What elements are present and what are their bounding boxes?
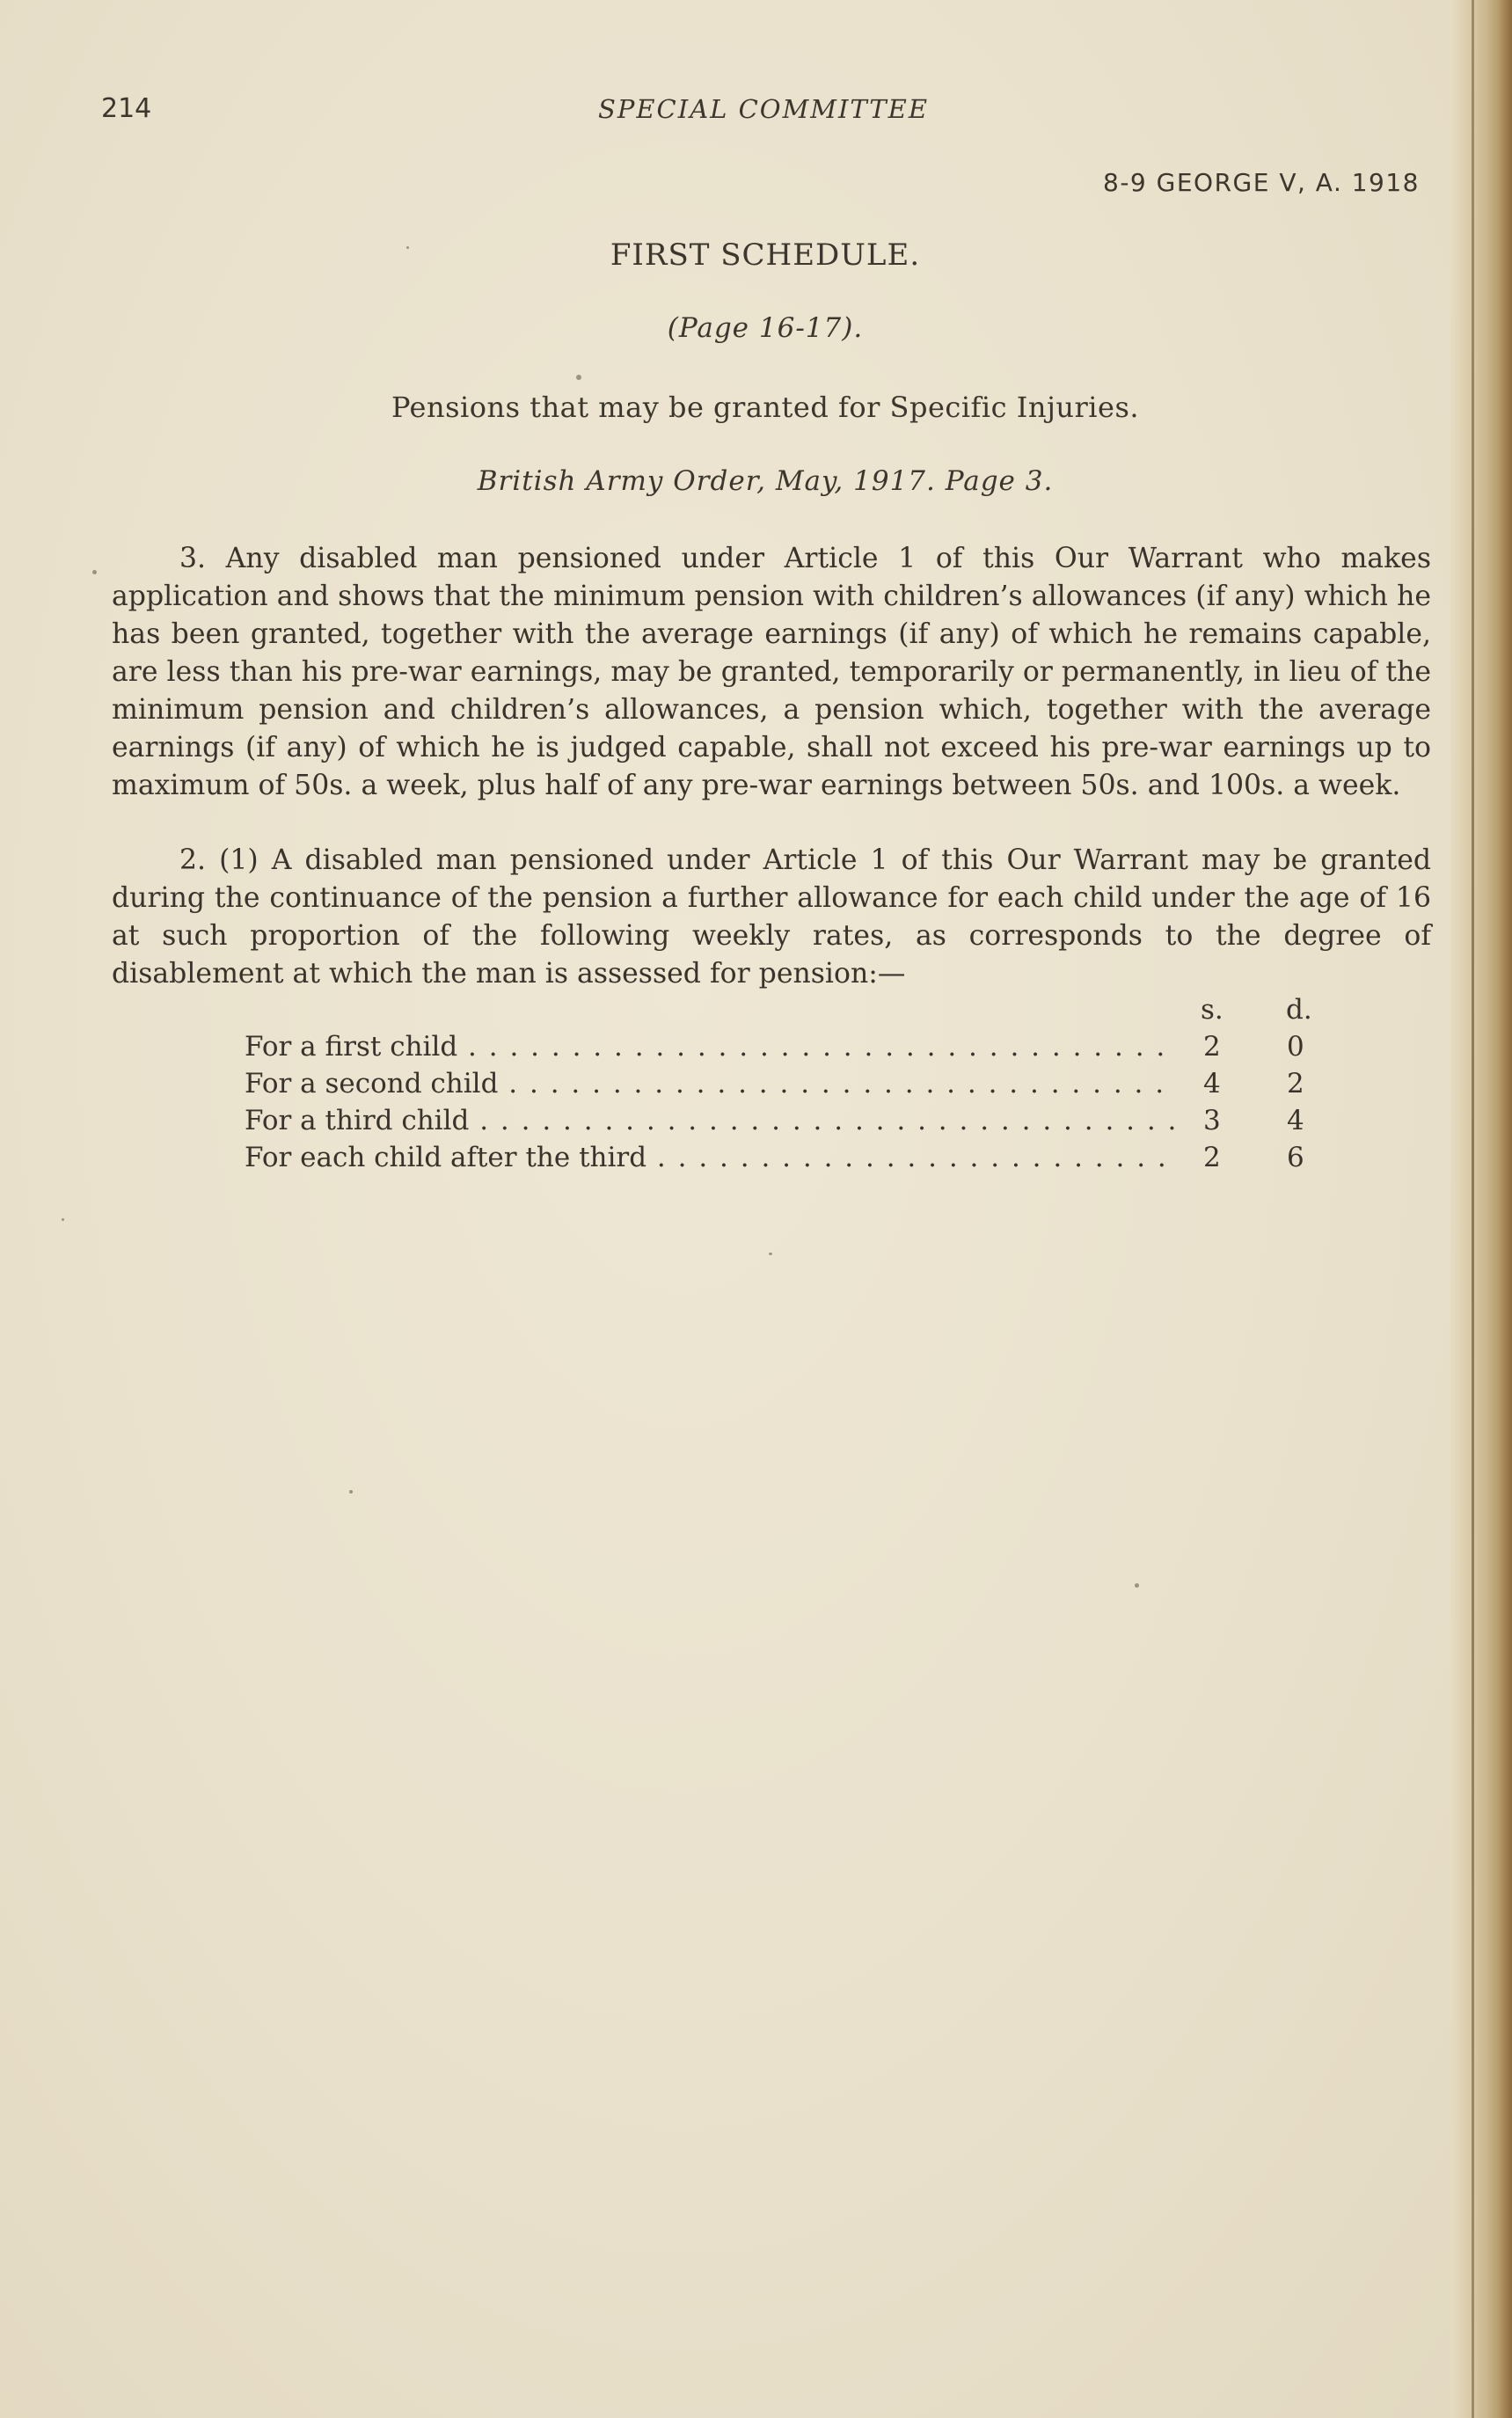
paper-speck: [406, 246, 409, 249]
rate-shillings: 2: [1203, 1142, 1221, 1173]
paper-speck: [769, 1253, 772, 1255]
page-number: 214: [101, 93, 152, 124]
rate-label: For a first child . . .: [245, 1031, 1177, 1063]
page-binding-edge: [1450, 0, 1512, 2418]
running-title: SPECIAL COMMITTEE: [598, 94, 929, 124]
schedule-subtitle: Pensions that may be granted for Specific Injuries.: [391, 391, 1140, 424]
paragraph-article-2: [112, 842, 1431, 993]
rate-shillings: 3: [1203, 1105, 1221, 1136]
binding-line: [1472, 0, 1474, 2418]
shillings-column-header: s.: [1201, 994, 1223, 1026]
paper-speck: [576, 375, 581, 380]
rate-pence: 0: [1287, 1031, 1304, 1063]
paragraph-text: 2. (1) A disabled man pensioned under Article 1 of this Our Warrant may be granted during the continuance of the pension a further allowance for each child under the age of 16 at such proportion of the following weekly rates, as corresponds to the degree of disablement at which the man is assessed for pension:—: [112, 844, 1431, 990]
rate-row: [245, 1031, 1326, 1068]
page-reference: (Page 16-17).: [667, 312, 864, 344]
pence-column-header: d.: [1286, 994, 1312, 1026]
rate-label: For a third child . . .: [245, 1105, 1177, 1136]
rate-row: [245, 1068, 1326, 1105]
rates-header: [245, 994, 1326, 1031]
rate-pence: 6: [1287, 1142, 1304, 1173]
session-reference: 8-9 GEORGE V, A. 1918: [1103, 168, 1420, 197]
rate-shillings: 2: [1203, 1031, 1221, 1063]
paper-speck: [62, 1218, 64, 1221]
paper-speck: [1135, 1583, 1139, 1588]
rate-shillings: 4: [1203, 1068, 1221, 1099]
order-reference: British Army Order, May, 1917. Page 3.: [477, 465, 1054, 497]
paper-speck: [92, 570, 97, 574]
schedule-title: FIRST SCHEDULE.: [610, 237, 921, 273]
paragraph-text: 3. Any disabled man pensioned under Article 1 of this Our Warrant who makes application and shows that the minimum pension with children’s allowances (if any) which he has been granted, together with the average earnings (if any) of which he remains capable, are less than his pre-war earnings, may be granted, temporarily or permanently, in lieu of the minimum pension and children’s allowances, a pension which, together with the average earnings (if any) of which he is judged capable, shall not exceed his pre-war earnings up to maximum of 50s. a week, plus half of any pre-war earnings between 50s. and 100s. a week.: [112, 543, 1431, 801]
rate-pence: 2: [1287, 1068, 1304, 1099]
rate-label: For each child after the third . . .: [245, 1142, 1177, 1173]
allowance-rates-table: [245, 994, 1326, 1179]
paper-speck: [349, 1490, 353, 1494]
rate-pence: 4: [1287, 1105, 1304, 1136]
running-head: [0, 93, 1512, 197]
paragraph-article-3: [112, 540, 1431, 805]
rate-label: For a second child . . .: [245, 1068, 1177, 1099]
rate-row: [245, 1105, 1326, 1142]
rate-row: [245, 1142, 1326, 1179]
